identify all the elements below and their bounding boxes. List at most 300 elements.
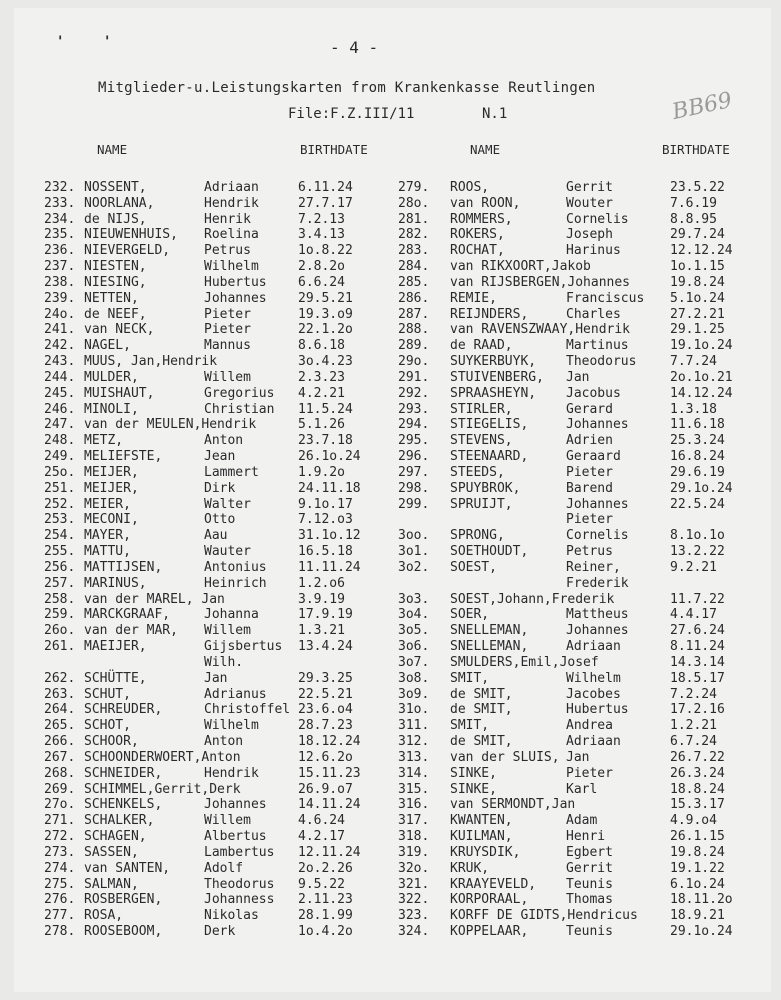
- entry-given-name: Jan: [204, 670, 228, 686]
- entry-surname: de NIJS,: [84, 211, 147, 227]
- entry-birthdate: 1o.8.22: [298, 243, 353, 259]
- entry-number: 272.: [44, 829, 76, 845]
- entry-given-name: Cornelis: [566, 528, 629, 544]
- entry-surname: SOEST,Johann,Frederik: [450, 591, 615, 607]
- entry-number: 289.: [398, 338, 430, 354]
- entry-given-name: Hubertus: [566, 702, 629, 718]
- entry-surname: KORPORAAL,: [450, 892, 529, 908]
- entry-birthdate: 29.1o.24: [670, 924, 733, 939]
- entry-number: 255.: [44, 544, 76, 560]
- entry-birthdate: 26.3.24: [670, 765, 725, 781]
- entry-given-name: Theodorus: [566, 354, 637, 370]
- entry-given-name: Pieter: [566, 464, 613, 480]
- entry-number: 32o.: [398, 860, 430, 876]
- entry-number: 246.: [44, 401, 76, 417]
- entry-surname: van NECK,: [84, 322, 155, 338]
- entry-surname: MUISHAUT,: [84, 385, 155, 401]
- entry-birthdate: 29.3.25: [298, 670, 353, 686]
- entry-number: 298.: [398, 480, 430, 496]
- entry-given-name: Andrea: [566, 718, 613, 734]
- entry-surname: MARINUS,: [84, 575, 147, 591]
- entry-surname: SASSEN,: [84, 844, 139, 860]
- entry-surname: METZ,: [84, 433, 124, 449]
- entry-number: 285.: [398, 274, 430, 290]
- entry-birthdate: 5.1o.24: [670, 290, 725, 306]
- entry-number: 268.: [44, 765, 76, 781]
- entry-given-name: Hendrik: [204, 195, 259, 211]
- entry-birthdate: 19.1o.24: [670, 338, 733, 354]
- entry-birthdate: 29.1.25: [670, 322, 725, 338]
- entry-birthdate: 22.5.24: [670, 496, 725, 512]
- entry-given-name: Jan: [566, 749, 590, 765]
- entry-number: 247.: [44, 417, 76, 433]
- entry-given-name: Pieter: [566, 765, 613, 781]
- entry-given-name: Roelina: [204, 227, 259, 243]
- entry-given-name: Martinus: [566, 338, 629, 354]
- entry-given-name: Barend: [566, 480, 613, 496]
- entry-surname: SCHREUDER,: [84, 702, 163, 718]
- entry-number: 28o.: [398, 195, 430, 211]
- entry-birthdate: 9.1o.17: [298, 496, 353, 512]
- entry-birthdate: 29.7.24: [670, 227, 725, 243]
- entry-number: 318.: [398, 829, 430, 845]
- entry-surname: SMIT,: [450, 718, 490, 734]
- entry-birthdate: 1.9.2o: [298, 464, 345, 480]
- entry-given-name: Lambertus: [204, 844, 275, 860]
- entry-surname: SCHAGEN,: [84, 829, 147, 845]
- entry-number: 258.: [44, 591, 76, 607]
- entry-given-name: Jean: [204, 449, 236, 465]
- entry-surname: NIEVERGELD,: [84, 243, 171, 259]
- entry-birthdate: 14.12.24: [670, 385, 733, 401]
- column-header-name: NAME: [97, 142, 128, 157]
- entry-surname: MARCKGRAAF,: [84, 607, 171, 623]
- entry-number: 284.: [398, 259, 430, 275]
- entry-surname: SCHIMMEL,Gerrit,Derk: [84, 781, 241, 797]
- entry-surname: van RIKXOORT,Jakob: [450, 259, 591, 275]
- entry-given-name: Wilh.: [204, 654, 244, 670]
- entry-given-name: Geraard: [566, 449, 621, 465]
- entry-birthdate: 2o.2.26: [298, 860, 353, 876]
- entry-given-name: Franciscus: [566, 290, 645, 306]
- entry-surname: SCHNEIDER,: [84, 765, 163, 781]
- entry-given-name: Johannes: [566, 623, 629, 639]
- entry-given-name: Gerard: [566, 401, 613, 417]
- entry-number: 294.: [398, 417, 430, 433]
- entry-birthdate: 18.5.17: [670, 670, 725, 686]
- entry-birthdate: 27.2.21: [670, 306, 725, 322]
- entry-given-name: Gerrit: [566, 860, 613, 876]
- entry-surname: de SMIT,: [450, 734, 513, 750]
- entry-given-name: Wilhelm: [204, 718, 259, 734]
- entry-surname: SNELLEMAN,: [450, 639, 529, 655]
- entry-given-name: Johannes: [204, 797, 267, 813]
- entry-given-name: Wilhelm: [204, 259, 259, 275]
- entry-number: 248.: [44, 433, 76, 449]
- entry-number: 312.: [398, 734, 430, 750]
- entry-surname: KRUK,: [450, 860, 490, 876]
- entry-surname: SMULDERS,Emil,Josef: [450, 654, 599, 670]
- entry-surname: SOETHOUDT,: [450, 544, 529, 560]
- entry-birthdate: 11.6.18: [670, 417, 725, 433]
- entry-birthdate: 15.11.23: [298, 765, 361, 781]
- entry-surname: MINOLI,: [84, 401, 139, 417]
- entry-number: 276.: [44, 892, 76, 908]
- entry-birthdate: 17.2.16: [670, 702, 725, 718]
- entry-number: 267.: [44, 749, 76, 765]
- entry-number: 27o.: [44, 797, 76, 813]
- entry-surname: MAEIJER,: [84, 639, 147, 655]
- entry-number: 265.: [44, 718, 76, 734]
- entry-given-name: Thomas: [566, 892, 613, 908]
- entry-surname: SPRAASHEYN,: [450, 385, 537, 401]
- file-number: N.1: [482, 106, 508, 122]
- entry-surname: SOEST,: [450, 559, 497, 575]
- entry-number: 279.: [398, 180, 430, 195]
- entry-surname: STIEGELIS,: [450, 417, 529, 433]
- entry-birthdate: 16.8.24: [670, 449, 725, 465]
- entry-given-name: Mannus: [204, 338, 251, 354]
- entry-number: 266.: [44, 734, 76, 750]
- entry-birthdate: 2o.1o.21: [670, 369, 733, 385]
- entry-birthdate: 1.2.21: [670, 718, 717, 734]
- entry-surname: SCHOOR,: [84, 734, 139, 750]
- entry-surname: SPUYBROK,: [450, 480, 521, 496]
- entry-number: 283.: [398, 243, 430, 259]
- entry-surname: SCHOONDERWOERT,Anton: [84, 749, 241, 765]
- entry-number: 29o.: [398, 354, 430, 370]
- entry-birthdate: 11.5.24: [298, 401, 353, 417]
- entry-number: 238.: [44, 274, 76, 290]
- entry-number: 282.: [398, 227, 430, 243]
- entry-given-name: Adam: [566, 813, 598, 829]
- entry-number: 281.: [398, 211, 430, 227]
- entry-birthdate: 18.12.24: [298, 734, 361, 750]
- entry-birthdate: 4.6.24: [298, 813, 345, 829]
- entry-number: 3o6.: [398, 639, 430, 655]
- entry-number: 3o5.: [398, 623, 430, 639]
- entry-surname: SNELLEMAN,: [450, 623, 529, 639]
- entry-given-name: Joseph: [566, 227, 613, 243]
- entry-given-name: Adriaan: [566, 639, 621, 655]
- entry-row: [398, 924, 738, 942]
- entry-number: 237.: [44, 259, 76, 275]
- entry-surname: NIEUWENHUIS,: [84, 227, 178, 243]
- entry-number: 242.: [44, 338, 76, 354]
- entry-given-name: Albertus: [204, 829, 267, 845]
- entry-given-name: Mattheus: [566, 607, 629, 623]
- entry-number: 3o2.: [398, 559, 430, 575]
- entry-birthdate: 26.9.o7: [298, 781, 353, 797]
- entry-birthdate: 12.12.24: [670, 243, 733, 259]
- entry-given-name: Pieter: [566, 512, 613, 528]
- entry-birthdate: 29.5.21: [298, 290, 353, 306]
- entry-birthdate: 7.2.13: [298, 211, 345, 227]
- entry-given-name: Henrik: [204, 211, 251, 227]
- entry-surname: ROSA,: [84, 908, 124, 924]
- entry-number: 311.: [398, 718, 430, 734]
- entry-number: 264.: [44, 702, 76, 718]
- entry-number: 299.: [398, 496, 430, 512]
- entry-given-name: Willem: [204, 623, 251, 639]
- entry-birthdate: 2.11.23: [298, 892, 353, 908]
- entry-birthdate: 3.4.13: [298, 227, 345, 243]
- entry-birthdate: 1o.1.15: [670, 259, 725, 275]
- entry-number: 271.: [44, 813, 76, 829]
- entry-given-name: Karl: [566, 781, 598, 797]
- entry-number: 296.: [398, 449, 430, 465]
- entry-surname: ROSBERGEN,: [84, 892, 163, 908]
- entry-birthdate: 9.2.21: [670, 559, 717, 575]
- entry-number: 274.: [44, 860, 76, 876]
- entry-surname: van RAVENSZWAAY,Hendrik: [450, 322, 631, 338]
- entry-surname: SOER,: [450, 607, 490, 623]
- entry-surname: de RAAD,: [450, 338, 513, 354]
- entry-given-name: Walter: [204, 496, 251, 512]
- entry-birthdate: 6.7.24: [670, 734, 717, 750]
- entry-given-name: Jan: [566, 369, 590, 385]
- entry-given-name: Petrus: [566, 544, 613, 560]
- entry-given-name: Christian: [204, 401, 275, 417]
- entry-surname: KRUYSDIK,: [450, 844, 521, 860]
- entry-birthdate: 19.1.22: [670, 860, 725, 876]
- entry-given-name: Anton: [204, 433, 244, 449]
- entry-surname: ROMMERS,: [450, 211, 513, 227]
- entry-birthdate: 6.6.24: [298, 274, 345, 290]
- entry-given-name: Wouter: [566, 195, 613, 211]
- entry-number: 273.: [44, 844, 76, 860]
- entry-number: 26o.: [44, 623, 76, 639]
- entry-number: 24o.: [44, 306, 76, 322]
- entry-number: 323.: [398, 908, 430, 924]
- entry-number: 3o3.: [398, 591, 430, 607]
- entry-birthdate: 3.9.19: [298, 591, 345, 607]
- entry-number: 297.: [398, 464, 430, 480]
- entry-surname: SCHÜTTE,: [84, 670, 147, 686]
- entry-surname: MAYER,: [84, 528, 131, 544]
- entry-number: 236.: [44, 243, 76, 259]
- entry-given-name: Reiner,: [566, 559, 621, 575]
- entry-number: 316.: [398, 797, 430, 813]
- entry-number: 25o.: [44, 464, 76, 480]
- entry-given-name: Nikolas: [204, 908, 259, 924]
- entry-given-name: Adriaan: [204, 180, 259, 195]
- entry-birthdate: 15.3.17: [670, 797, 725, 813]
- entry-surname: SCHUT,: [84, 686, 131, 702]
- entry-surname: SPRONG,: [450, 528, 505, 544]
- entry-surname: MEIJER,: [84, 464, 139, 480]
- entry-number: 269.: [44, 781, 76, 797]
- entry-surname: MEIER,: [84, 496, 131, 512]
- entry-birthdate: 26.1o.24: [298, 449, 361, 465]
- entry-given-name: Theodorus: [204, 876, 275, 892]
- entry-number: 263.: [44, 686, 76, 702]
- entry-birthdate: 19.8.24: [670, 844, 725, 860]
- entry-number: 291.: [398, 369, 430, 385]
- entry-surname: SCHALKER,: [84, 813, 155, 829]
- entry-number: 252.: [44, 496, 76, 512]
- entry-number: 233.: [44, 195, 76, 211]
- entry-birthdate: 1o.4.2o: [298, 924, 353, 939]
- entry-surname: REMIE,: [450, 290, 497, 306]
- entry-surname: KUILMAN,: [450, 829, 513, 845]
- entry-birthdate: 16.5.18: [298, 544, 353, 560]
- entry-given-name: Hendrik: [204, 765, 259, 781]
- entry-surname: van der MAR,: [84, 623, 178, 639]
- entry-number: 251.: [44, 480, 76, 496]
- entry-surname: MUUS, Jan,Hendrik: [84, 354, 218, 370]
- entry-surname: de NEEF,: [84, 306, 147, 322]
- punch-mark: ': [103, 34, 112, 50]
- column-header-birthdate: BIRTHDATE: [662, 142, 730, 157]
- entry-surname: van ROON,: [450, 195, 521, 211]
- entry-number: 317.: [398, 813, 430, 829]
- entry-birthdate: 27.6.24: [670, 623, 725, 639]
- entry-birthdate: 24.11.18: [298, 480, 361, 496]
- entry-number: 324.: [398, 924, 430, 939]
- entry-surname: STIRLER,: [450, 401, 513, 417]
- entry-birthdate: 7.6.19: [670, 195, 717, 211]
- entry-given-name: Henri: [566, 829, 606, 845]
- entry-number: 3o7.: [398, 654, 430, 670]
- entry-number: 3o9.: [398, 686, 430, 702]
- handwritten-annotation: BB69: [670, 88, 735, 125]
- entry-given-name: Frederik: [566, 575, 629, 591]
- entry-birthdate: 28.1.99: [298, 908, 353, 924]
- document-title: Mitglieder-u.Leistungskarten from Krankenkasse Reutlingen: [98, 80, 596, 96]
- entry-birthdate: 2.3.23: [298, 369, 345, 385]
- entry-birthdate: 4.2.17: [298, 829, 345, 845]
- entry-number: 257.: [44, 575, 76, 591]
- entry-number: 293.: [398, 401, 430, 417]
- entry-number: 261.: [44, 639, 76, 655]
- entry-given-name: Johanness: [204, 892, 275, 908]
- entry-number: 239.: [44, 290, 76, 306]
- entry-number: 235.: [44, 227, 76, 243]
- entry-number: 232.: [44, 180, 76, 195]
- entry-birthdate: 3o.4.23: [298, 354, 353, 370]
- entry-given-name: Adrianus: [204, 686, 267, 702]
- entry-birthdate: 22.5.21: [298, 686, 353, 702]
- entry-given-name: Johannes: [566, 496, 629, 512]
- entry-birthdate: 26.1.15: [670, 829, 725, 845]
- entry-given-name: Cornelis: [566, 211, 629, 227]
- entry-number: 287.: [398, 306, 430, 322]
- entry-given-name: Hubertus: [204, 274, 267, 290]
- entry-birthdate: 4.4.17: [670, 607, 717, 623]
- entry-birthdate: 8.8.95: [670, 211, 717, 227]
- punch-mark: ': [56, 34, 65, 50]
- entry-surname: NIESTEN,: [84, 259, 147, 275]
- entry-birthdate: 9.5.22: [298, 876, 345, 892]
- entry-surname: van SANTEN,: [84, 860, 171, 876]
- entry-given-name: Dirk: [204, 480, 236, 496]
- entry-surname: van der SLUIS,: [450, 749, 560, 765]
- entry-surname: ROCHAT,: [450, 243, 505, 259]
- entry-number: 321.: [398, 876, 430, 892]
- entry-given-name: Gregorius: [204, 385, 275, 401]
- column-header-name: NAME: [470, 142, 501, 157]
- entry-surname: SCHENKELS,: [84, 797, 163, 813]
- entry-surname: van RIJSBERGEN,Johannes: [450, 274, 631, 290]
- entry-given-name: Willem: [204, 813, 251, 829]
- entry-birthdate: 28.7.23: [298, 718, 353, 734]
- entry-surname: NETTEN,: [84, 290, 139, 306]
- entry-given-name: Gerrit: [566, 180, 613, 195]
- entry-birthdate: 2.8.2o: [298, 259, 345, 275]
- entry-surname: de SMIT,: [450, 702, 513, 718]
- entry-given-name: Teunis: [566, 876, 613, 892]
- entry-given-name: Adrien: [566, 433, 613, 449]
- entry-number: 313.: [398, 749, 430, 765]
- entry-surname: STEVENS,: [450, 433, 513, 449]
- entry-surname: de SMIT,: [450, 686, 513, 702]
- entry-number: 288.: [398, 322, 430, 338]
- entry-surname: NIESING,: [84, 274, 147, 290]
- entry-birthdate: 19.3.o9: [298, 306, 353, 322]
- entry-surname: van SERMONDT,Jan: [450, 797, 576, 813]
- entry-given-name: Johannes: [566, 417, 629, 433]
- entry-surname: SALMAN,: [84, 876, 139, 892]
- entry-given-name: Derk: [204, 924, 236, 939]
- entry-given-name: Aau: [204, 528, 228, 544]
- entry-birthdate: 4.9.o4: [670, 813, 717, 829]
- entry-birthdate: 22.1.2o: [298, 322, 353, 338]
- entry-number: 3o8.: [398, 670, 430, 686]
- entry-given-name: Pieter: [204, 306, 251, 322]
- entry-given-name: Wilhelm: [566, 670, 621, 686]
- entry-given-name: Teunis: [566, 924, 613, 939]
- entry-number: 259.: [44, 607, 76, 623]
- entry-birthdate: 31.1o.12: [298, 528, 361, 544]
- entry-number: 322.: [398, 892, 430, 908]
- entry-given-name: Charles: [566, 306, 621, 322]
- entry-surname: SPRUIJT,: [450, 496, 513, 512]
- entry-number: 241.: [44, 322, 76, 338]
- entry-number: 277.: [44, 908, 76, 924]
- entry-surname: van der MEULEN,Hendrik: [84, 417, 257, 433]
- entry-row: [44, 924, 384, 942]
- entry-surname: STEENAARD,: [450, 449, 529, 465]
- column-header-birthdate: BIRTHDATE: [300, 142, 368, 157]
- entry-surname: KOPPELAAR,: [450, 924, 529, 939]
- entry-birthdate: 19.8.24: [670, 274, 725, 290]
- entry-birthdate: 26.7.22: [670, 749, 725, 765]
- entry-surname: MATTU,: [84, 544, 131, 560]
- entry-number: 254.: [44, 528, 76, 544]
- entry-surname: NAGEL,: [84, 338, 131, 354]
- entry-birthdate: 8.11.24: [670, 639, 725, 655]
- entry-number: 3o4.: [398, 607, 430, 623]
- entry-surname: MATTIJSEN,: [84, 559, 163, 575]
- entry-surname: SCHOT,: [84, 718, 131, 734]
- entry-number: 3o1.: [398, 544, 430, 560]
- entry-birthdate: 13.2.22: [670, 544, 725, 560]
- entry-number: 295.: [398, 433, 430, 449]
- entry-surname: KWANTEN,: [450, 813, 513, 829]
- entry-surname: MEIJER,: [84, 480, 139, 496]
- entry-number: 275.: [44, 876, 76, 892]
- entry-birthdate: 1.2.o6: [298, 575, 345, 591]
- entry-surname: MECONI,: [84, 512, 139, 528]
- entry-birthdate: 1.3.21: [298, 623, 345, 639]
- entry-birthdate: 29.1o.24: [670, 480, 733, 496]
- entry-given-name: Lammert: [204, 464, 259, 480]
- entry-number: 278.: [44, 924, 76, 939]
- entry-birthdate: 23.6.o4: [298, 702, 353, 718]
- entry-birthdate: 6.11.24: [298, 180, 353, 195]
- entry-given-name: Adriaan: [566, 734, 621, 750]
